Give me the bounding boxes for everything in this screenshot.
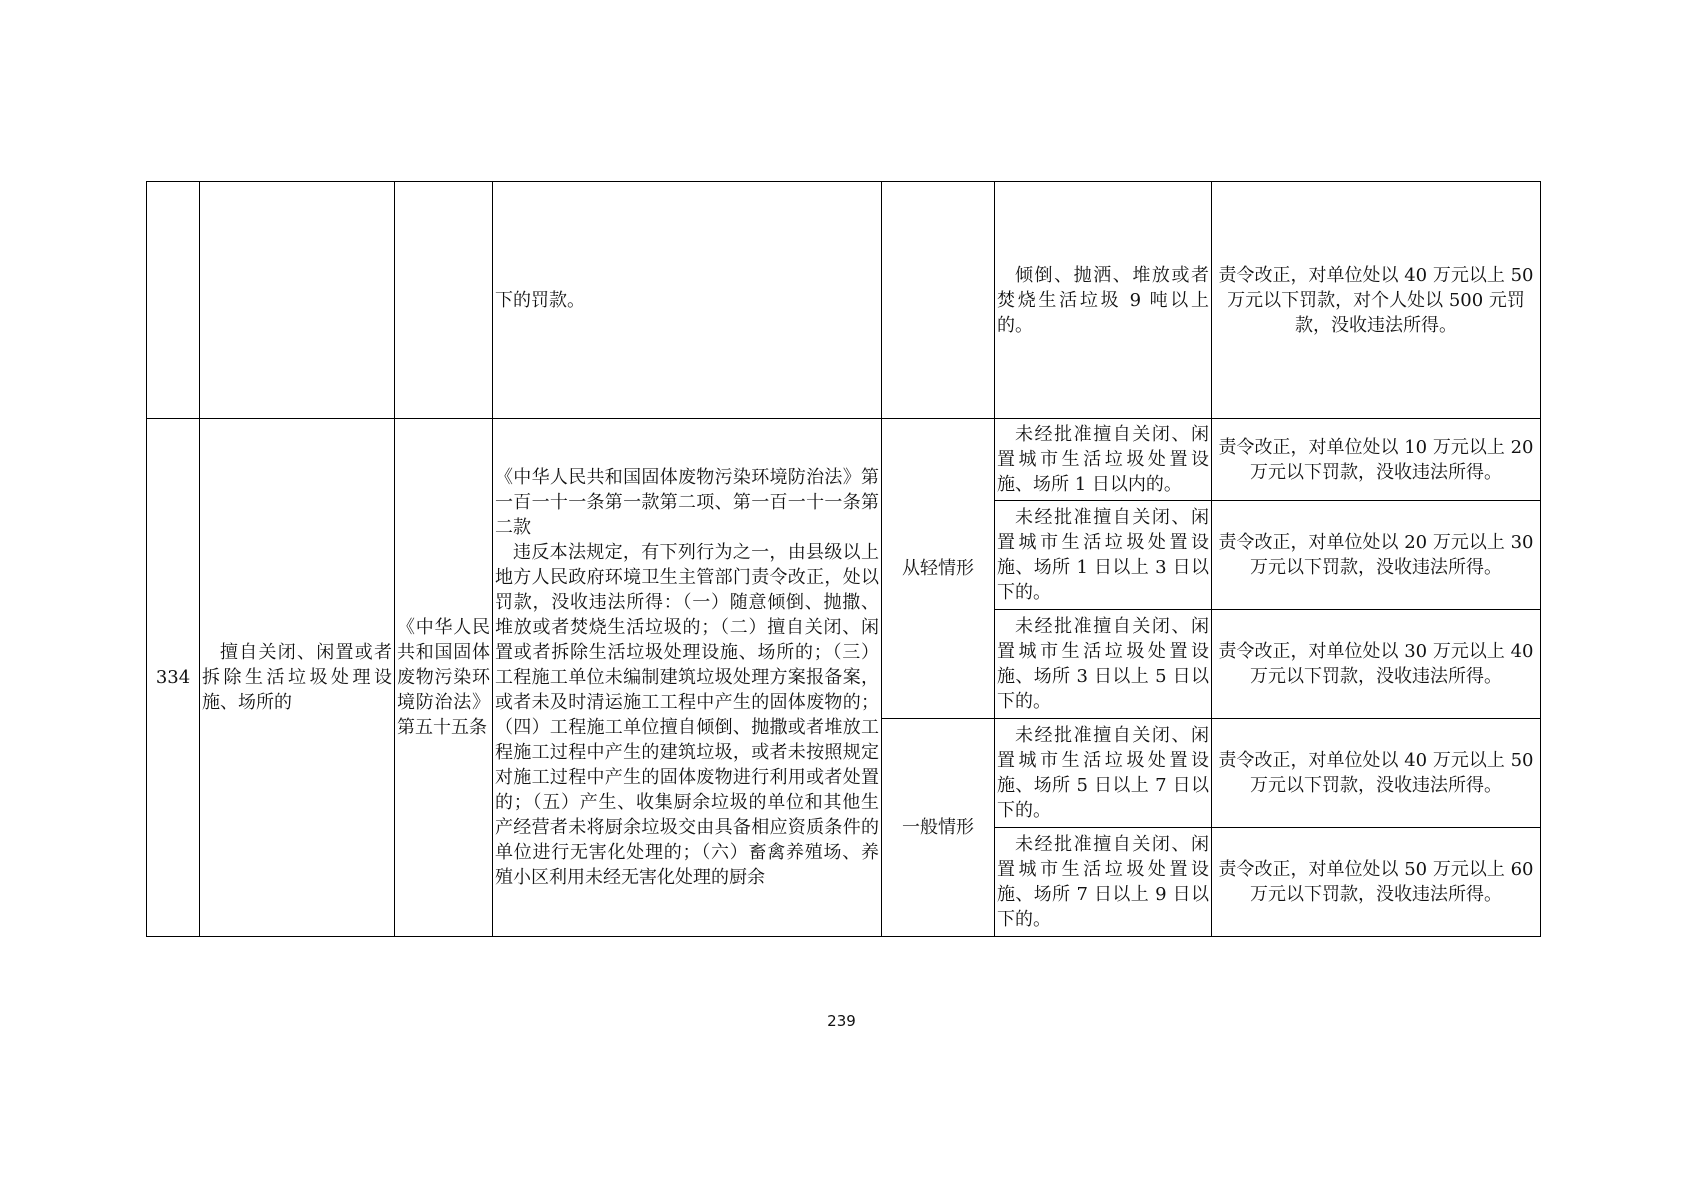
situation-cell: 未经批准擅自关闭、闲置城市生活垃圾处置设施、场所 7 日以上 9 日以下的。 <box>995 828 1212 937</box>
item-cell-empty <box>200 182 395 419</box>
seq-cell-empty <box>147 182 200 419</box>
law-basis-cell <box>493 419 882 937</box>
item-number: 334 <box>147 419 200 937</box>
category-cell-empty <box>882 182 995 419</box>
penalty-cell: 责令改正，对单位处以 40 万元以上 50 万元以下罚款，没收违法所得。 <box>1212 719 1541 828</box>
continuation-row <box>147 182 1541 419</box>
situation-cell: 未经批准擅自关闭、闲置城市生活垃圾处置设施、场所 1 日以上 3 日以下的。 <box>995 501 1212 610</box>
category-general: 一般情形 <box>882 719 995 937</box>
penalty-standard-table <box>146 181 1541 937</box>
situation-cell: 倾倒、抛洒、堆放或者焚烧生活垃圾 9 吨以上的。 <box>995 182 1212 419</box>
basis-tail-cell: 下的罚款。 <box>493 182 882 419</box>
penalty-cell: 责令改正，对单位处以 50 万元以上 60 万元以下罚款，没收违法所得。 <box>1212 828 1541 937</box>
page-number: 239 <box>827 1012 856 1030</box>
law-short-reference: 《中华人民共和国固体废物污染环境防治法》第五十五条 <box>395 419 493 937</box>
law-text: 违反本法规定，有下列行为之一，由县级以上地方人民政府环境卫生主管部门责令改正，处以罚款，没收违法所得：（一）随意倾倒、抛撒、堆放或者焚烧生活垃圾的；（二）擅自关闭、闲置或者拆除生活垃圾处理设施、场所的；（三）工程施工单位未编制建筑垃圾处理方案报备案，或者未及时清运施工工程中产生的固体废物的；（四）工程施工单位擅自倾倒、抛撒或者堆放工程施工过程中产生的建筑垃圾，或者未按照规定对施工过程中产生的固体废物进行利用或者处置的；（五）产生、收集厨余垃圾的单位和其他生产经营者未将厨余垃圾交由具备相应资质条件的单位进行无害化处理的；（六）畜禽养殖场、养殖小区利用未经无害化处理的厨余 <box>495 542 879 888</box>
penalty-cell: 责令改正，对单位处以 20 万元以上 30 万元以下罚款，没收违法所得。 <box>1212 501 1541 610</box>
table-row-334-a <box>147 419 1541 501</box>
law-short-cell-empty <box>395 182 493 419</box>
penalty-cell: 责令改正，对单位处以 40 万元以上 50 万元以下罚款，对个人处以 500 元罚款，没收违法所得。 <box>1212 182 1541 419</box>
penalty-cell: 责令改正，对单位处以 10 万元以上 20 万元以下罚款，没收违法所得。 <box>1212 419 1541 501</box>
situation-cell: 未经批准擅自关闭、闲置城市生活垃圾处置设施、场所 5 日以上 7 日以下的。 <box>995 719 1212 828</box>
category-light: 从轻情形 <box>882 419 995 719</box>
situation-cell: 未经批准擅自关闭、闲置城市生活垃圾处置设施、场所 1 日以内的。 <box>995 419 1212 501</box>
law-citation: 《中华人民共和国固体废物污染环境防治法》第一百一十一条第一款第二项、第一百一十一条第二款 <box>495 467 879 538</box>
violation-item: 擅自关闭、闲置或者拆除生活垃圾处理设施、场所的 <box>200 419 395 937</box>
penalty-cell: 责令改正，对单位处以 30 万元以上 40 万元以下罚款，没收违法所得。 <box>1212 610 1541 719</box>
situation-cell: 未经批准擅自关闭、闲置城市生活垃圾处置设施、场所 3 日以上 5 日以下的。 <box>995 610 1212 719</box>
